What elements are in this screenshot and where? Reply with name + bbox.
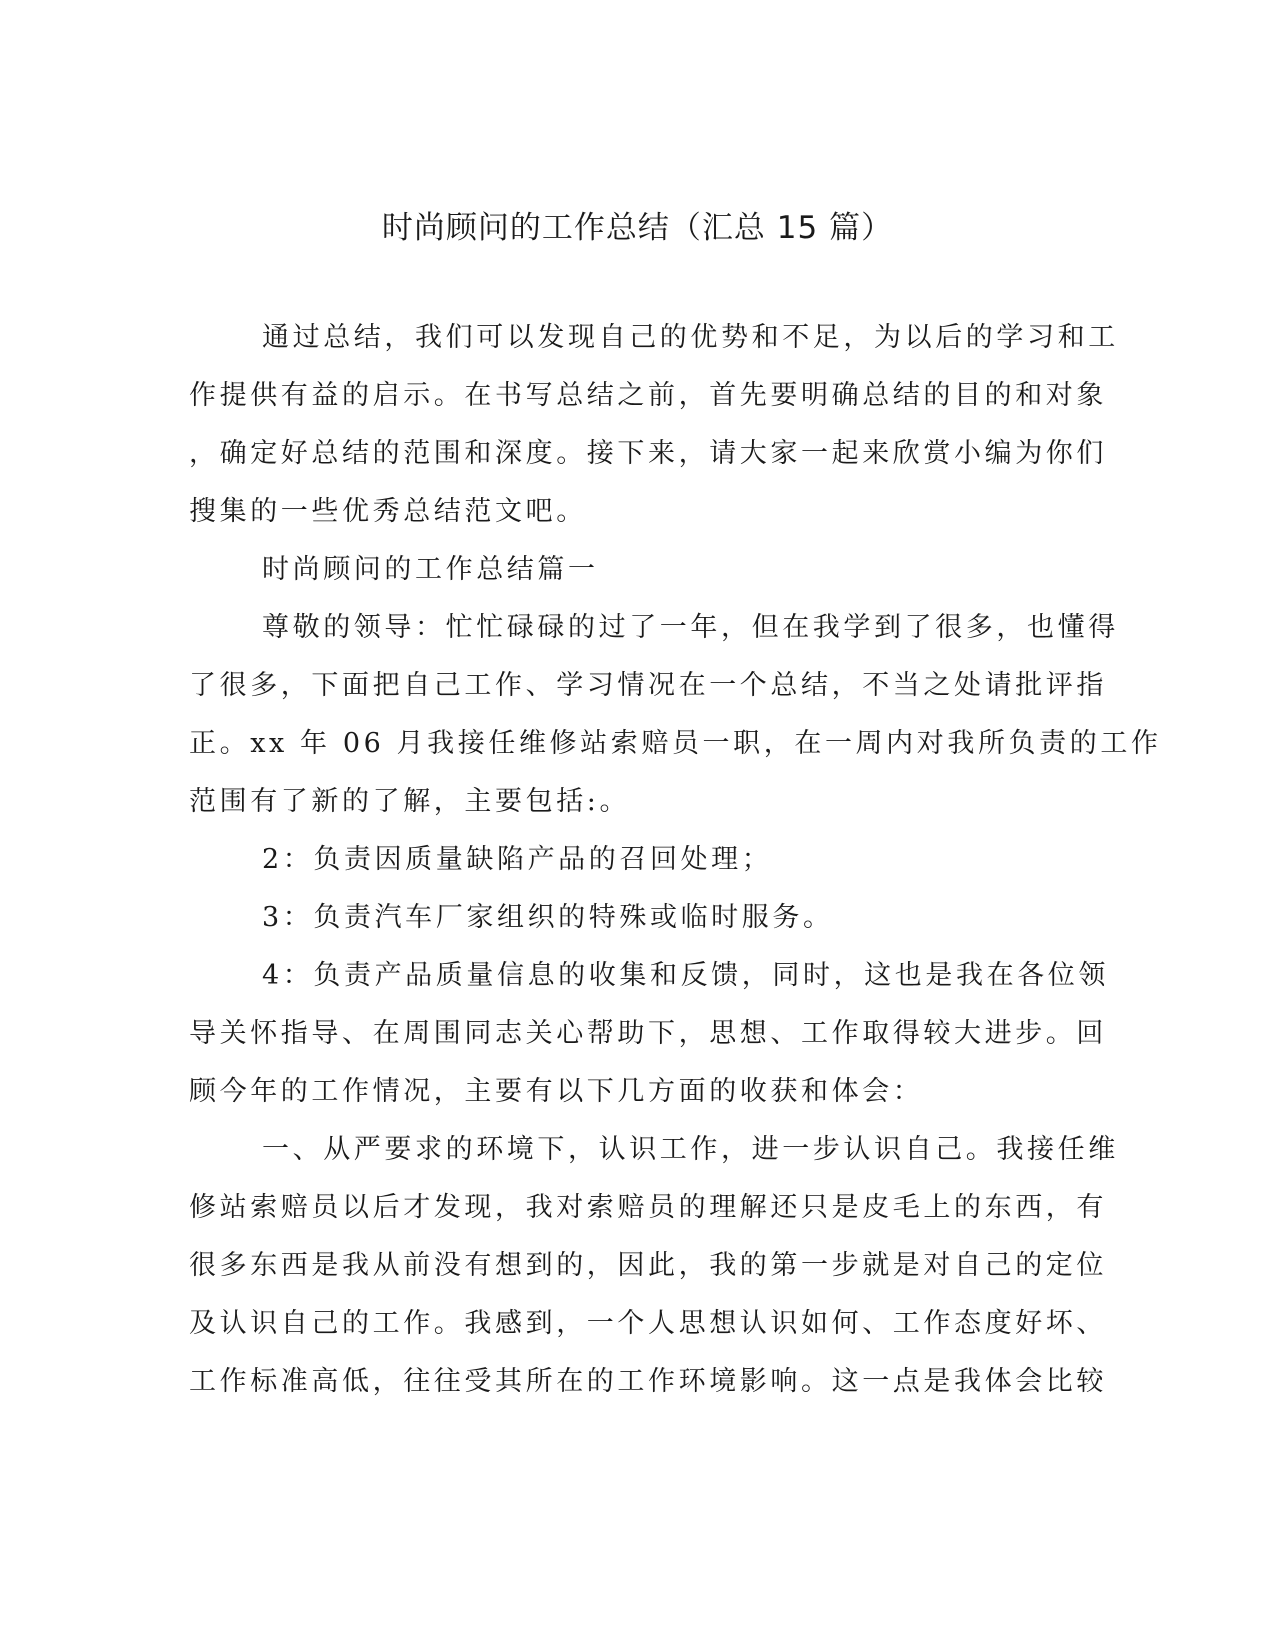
list-item: 4：负责产品质量信息的收集和反馈，同时，这也是我在各位领 (262, 960, 1109, 991)
paragraph-line: 工作标准高低，往往受其所在的工作环境影响。这一点是我体会比较 (189, 1366, 1107, 1397)
list-item: 2：负责因质量缺陷产品的召回处理； (262, 844, 773, 875)
document-title: 时尚顾问的工作总结（汇总 15 篇） (381, 210, 894, 246)
section-heading: 时尚顾问的工作总结篇一 (262, 554, 599, 585)
paragraph-line: 正。xx 年 06 月我接任维修站索赔员一职，在一周内对我所负责的工作 (189, 728, 1162, 759)
paragraph-line: ，确定好总结的范围和深度。接下来，请大家一起来欣赏小编为你们 (189, 438, 1107, 469)
paragraph-line: 顾今年的工作情况，主要有以下几方面的收获和体会： (189, 1076, 924, 1107)
paragraph-line: 通过总结，我们可以发现自己的优势和不足，为以后的学习和工 (262, 322, 1119, 353)
list-item: 3：负责汽车厂家组织的特殊或临时服务。 (262, 902, 834, 933)
paragraph-line: 及认识自己的工作。我感到，一个人思想认识如何、工作态度好坏、 (189, 1308, 1107, 1339)
paragraph-line: 范围有了新的了解，主要包括:。 (189, 786, 631, 817)
paragraph-line: 了很多，下面把自己工作、学习情况在一个总结，不当之处请批评指 (189, 670, 1107, 701)
paragraph-line: 尊敬的领导：忙忙碌碌的过了一年，但在我学到了很多，也懂得 (262, 612, 1119, 643)
paragraph-line: 搜集的一些优秀总结范文吧。 (189, 496, 587, 527)
paragraph-line: 作提供有益的启示。在书写总结之前，首先要明确总结的目的和对象 (189, 380, 1107, 411)
paragraph-line: 导关怀指导、在周围同志关心帮助下，思想、工作取得较大进步。回 (189, 1018, 1107, 1049)
paragraph-line: 一、从严要求的环境下，认识工作，进一步认识自己。我接任维 (262, 1134, 1119, 1165)
paragraph-line: 很多东西是我从前没有想到的，因此，我的第一步就是对自己的定位 (189, 1250, 1107, 1281)
paragraph-line: 修站索赔员以后才发现，我对索赔员的理解还只是皮毛上的东西，有 (189, 1192, 1107, 1223)
